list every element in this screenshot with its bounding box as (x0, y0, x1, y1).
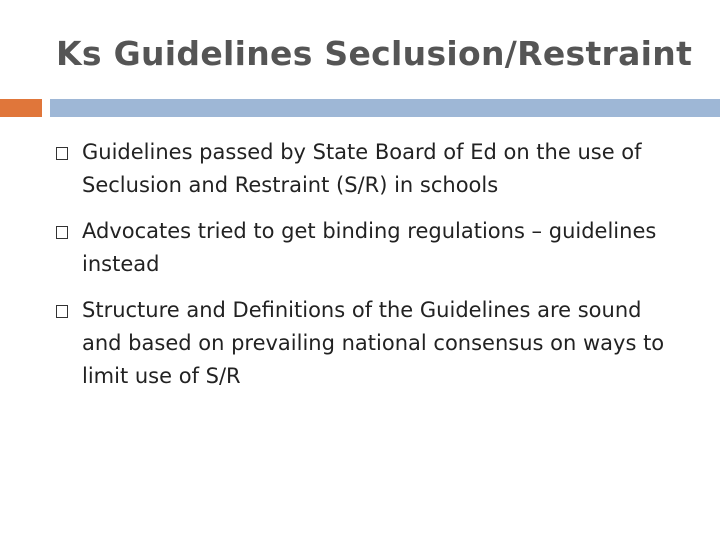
bullet-text: Structure and Definitions of the Guidelines are sound and based on prevailing national consensus on ways to limit use of S/R (82, 298, 665, 388)
square-bullet-icon (56, 147, 68, 160)
bullet-item (56, 136, 676, 202)
bullet-item (56, 215, 676, 281)
bullet-text: Advocates tried to get binding regulations – guidelines instead (82, 219, 657, 276)
bullet-list (56, 136, 676, 406)
accent-bar-orange (0, 99, 42, 117)
accent-bar-blue (50, 99, 720, 117)
square-bullet-icon (56, 305, 68, 318)
slide-title: Ks Guidelines Seclusion/Restraint (56, 34, 693, 73)
bullet-text: Guidelines passed by State Board of Ed on the use of Seclusion and Restraint (S/R) in schools (82, 140, 642, 197)
bullet-item (56, 294, 676, 393)
square-bullet-icon (56, 226, 68, 239)
